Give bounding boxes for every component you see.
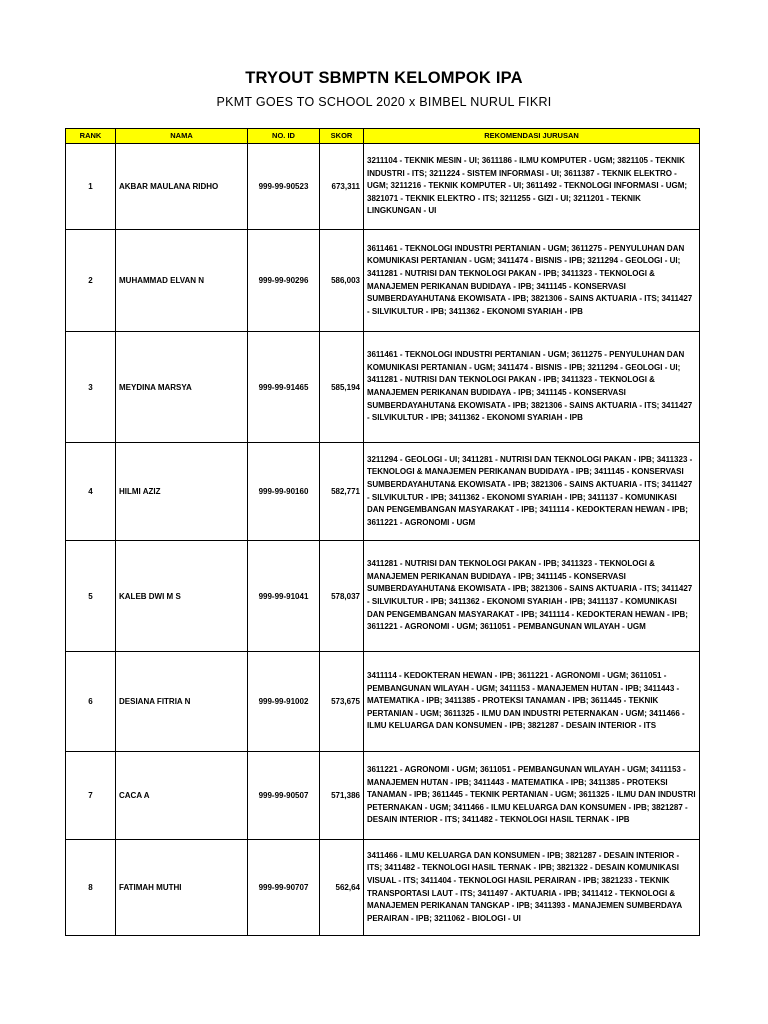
cell-rank: 8 bbox=[66, 840, 116, 936]
cell-rank: 4 bbox=[66, 443, 116, 541]
cell-score: 562,64 bbox=[320, 840, 364, 936]
cell-name: FATIMAH MUTHI bbox=[116, 840, 248, 936]
cell-recommendation: 3611221 - AGRONOMI - UGM; 3611051 - PEMBANGUNAN WILAYAH - UGM; 3411153 - MANAJEMEN HUTAN - IPB; 3411443 - MATEMATIKA - IPB; 3411385 - PROTEKSI TANAMAN - IPB; 3611445 - TEKNIK PERTANIAN - UGM; 3611325 - ILMU DAN INDUSTRI PETERNAKAN - UGM; 3411466 - ILMU KELUARGA DAN KONSUMEN - IPB; 3821287 - DESAIN INTERIOR - ITS; 3411482 - TEKNOLOGI HASIL TERNAK - IPB bbox=[364, 752, 700, 840]
header-rank: RANK bbox=[66, 129, 116, 144]
cell-recommendation: 3211294 - GEOLOGI - UI; 3411281 - NUTRISI DAN TEKNOLOGI PAKAN - IPB; 3411323 - TEKNOLOGI & MANAJEMEN PERIKANAN BUDIDAYA - IPB; 3411145 - KONSERVASI SUMBERDAYAHUTAN& EKOWISATA - IPB; 3821306 - SAINS AKTUARIA - ITS; 3411427 - SILVIKULTUR - IPB; 3411362 - EKONOMI SYARIAH - IPB; 3411137 - KOMUNIKASI DAN PENGEMBANGAN MASYARAKAT - IPB; 3411114 - KEDOKTERAN HEWAN - IPB; 3611221 - AGRONOMI - UGM bbox=[364, 443, 700, 541]
cell-recommendation: 3411114 - KEDOKTERAN HEWAN - IPB; 3611221 - AGRONOMI - UGM; 3611051 - PEMBANGUNAN WILAYAH - UGM; 3411153 - MANAJEMEN HUTAN - IPB; 3411443 - MATEMATIKA - IPB; 3411385 - PROTEKSI TANAMAN - IPB; 3611445 - TEKNIK PERTANIAN - UGM; 3611325 - ILMU DAN INDUSTRI PETERNAKAN - UGM; 3411466 - ILMU KELUARGA DAN KONSUMEN - IPB; 3821287 - DESAIN INTERIOR - ITS bbox=[364, 652, 700, 752]
cell-rank: 5 bbox=[66, 541, 116, 652]
cell-score: 585,194 bbox=[320, 332, 364, 443]
cell-rank: 2 bbox=[66, 230, 116, 332]
cell-recommendation: 3411281 - NUTRISI DAN TEKNOLOGI PAKAN - IPB; 3411323 - TEKNOLOGI & MANAJEMEN PERIKANAN BUDIDAYA - IPB; 3411145 - KONSERVASI SUMBERDAYAHUTAN& EKOWISATA - IPB; 3821306 - SAINS AKTUARIA - ITS; 3411427 - SILVIKULTUR - IPB; 3411362 - EKONOMI SYARIAH - IPB; 3411137 - KOMUNIKASI DAN PENGEMBANGAN MASYARAKAT - IPB; 3411114 - KEDOKTERAN HEWAN - IPB; 3611221 - AGRONOMI - UGM; 3611051 - PEMBANGUNAN WILAYAH - UGM bbox=[364, 541, 700, 652]
results-table bbox=[65, 128, 700, 936]
cell-recommendation: 3211104 - TEKNIK MESIN - UI; 3611186 - ILMU KOMPUTER - UGM; 3821105 - TEKNIK INDUSTRI - ITS; 3211224 - SISTEM INFORMASI - UI; 3611387 - TEKNIK ELEKTRO - UGM; 3211216 - TEKNIK KOMPUTER - UI; 3611492 - TEKNOLOGI INFORMASI - UGM; 3821071 - TEKNIK ELEKTRO - ITS; 3211255 - GIZI - UI; 3211201 - TEKNIK LINGKUNGAN - UI bbox=[364, 144, 700, 230]
page-subtitle: PKMT GOES TO SCHOOL 2020 x BIMBEL NURUL FIKRI bbox=[216, 95, 552, 109]
table-row bbox=[66, 230, 700, 332]
cell-id: 999-99-90160 bbox=[248, 443, 320, 541]
cell-name: MUHAMMAD ELVAN N bbox=[116, 230, 248, 332]
cell-name: HILMI AZIZ bbox=[116, 443, 248, 541]
cell-recommendation: 3611461 - TEKNOLOGI INDUSTRI PERTANIAN - UGM; 3611275 - PENYULUHAN DAN KOMUNIKASI PERTANIAN - UGM; 3411474 - BISNIS - IPB; 3211294 - GEOLOGI - UI; 3411281 - NUTRISI DAN TEKNOLOGI PAKAN - IPB; 3411323 - TEKNOLOGI & MANAJEMEN PERIKANAN BUDIDAYA - IPB; 3411145 - KONSERVASI SUMBERDAYAHUTAN& EKOWISATA - IPB; 3821306 - SAINS AKTUARIA - ITS; 3411427 - SILVIKULTUR - IPB; 3411362 - EKONOMI SYARIAH - IPB bbox=[364, 230, 700, 332]
cell-name: DESIANA FITRIA N bbox=[116, 652, 248, 752]
cell-name: MEYDINA MARSYA bbox=[116, 332, 248, 443]
table-row bbox=[66, 652, 700, 752]
cell-recommendation: 3411466 - ILMU KELUARGA DAN KONSUMEN - IPB; 3821287 - DESAIN INTERIOR - ITS; 3411482 - TEKNOLOGI HASIL TERNAK - IPB; 3821322 - DESAIN KOMUNIKASI VISUAL - ITS; 3411404 - TEKNOLOGI HASIL PERAIRAN - IPB; 3821233 - TEKNIK TRANSPORTASI LAUT - ITS; 3411497 - AKTUARIA - IPB; 3411412 - TEKNOLOGI & MANAJEMEN PERIKANAN TANGKAP - IPB; 3411393 - MANAJEMEN SUMBERDAYA PERAIRAN - IPB; 3211062 - BIOLOGI - UI bbox=[364, 840, 700, 936]
table-row bbox=[66, 443, 700, 541]
cell-id: 999-99-90507 bbox=[248, 752, 320, 840]
cell-rank: 3 bbox=[66, 332, 116, 443]
cell-rank: 7 bbox=[66, 752, 116, 840]
table-row bbox=[66, 332, 700, 443]
cell-rank: 1 bbox=[66, 144, 116, 230]
cell-id: 999-99-90523 bbox=[248, 144, 320, 230]
cell-name: CACA A bbox=[116, 752, 248, 840]
header-rekomendasi-jurusan: REKOMENDASI JURUSAN bbox=[364, 129, 700, 144]
cell-score: 586,003 bbox=[320, 230, 364, 332]
cell-rank: 6 bbox=[66, 652, 116, 752]
cell-id: 999-99-90296 bbox=[248, 230, 320, 332]
cell-name: AKBAR MAULANA RIDHO bbox=[116, 144, 248, 230]
cell-score: 673,311 bbox=[320, 144, 364, 230]
cell-score: 571,386 bbox=[320, 752, 364, 840]
header-nama: NAMA bbox=[116, 129, 248, 144]
cell-score: 578,037 bbox=[320, 541, 364, 652]
cell-name: KALEB DWI M S bbox=[116, 541, 248, 652]
cell-id: 999-99-91041 bbox=[248, 541, 320, 652]
cell-id: 999-99-91465 bbox=[248, 332, 320, 443]
table-header-row bbox=[66, 129, 700, 144]
cell-id: 999-99-91002 bbox=[248, 652, 320, 752]
table-row bbox=[66, 541, 700, 652]
page-title: TRYOUT SBMPTN KELOMPOK IPA bbox=[245, 69, 523, 87]
header-skor: SKOR bbox=[320, 129, 364, 144]
table-row bbox=[66, 144, 700, 230]
header-no-id: NO. ID bbox=[248, 129, 320, 144]
cell-recommendation: 3611461 - TEKNOLOGI INDUSTRI PERTANIAN - UGM; 3611275 - PENYULUHAN DAN KOMUNIKASI PERTANIAN - UGM; 3411474 - BISNIS - IPB; 3211294 - GEOLOGI - UI; 3411281 - NUTRISI DAN TEKNOLOGI PAKAN - IPB; 3411323 - TEKNOLOGI & MANAJEMEN PERIKANAN BUDIDAYA - IPB; 3411145 - KONSERVASI SUMBERDAYAHUTAN& EKOWISATA - IPB; 3821306 - SAINS AKTUARIA - ITS; 3411427 - SILVIKULTUR - IPB; 3411362 - EKONOMI SYARIAH - IPB bbox=[364, 332, 700, 443]
table-row bbox=[66, 840, 700, 936]
cell-score: 573,675 bbox=[320, 652, 364, 752]
cell-id: 999-99-90707 bbox=[248, 840, 320, 936]
table-row bbox=[66, 752, 700, 840]
cell-score: 582,771 bbox=[320, 443, 364, 541]
